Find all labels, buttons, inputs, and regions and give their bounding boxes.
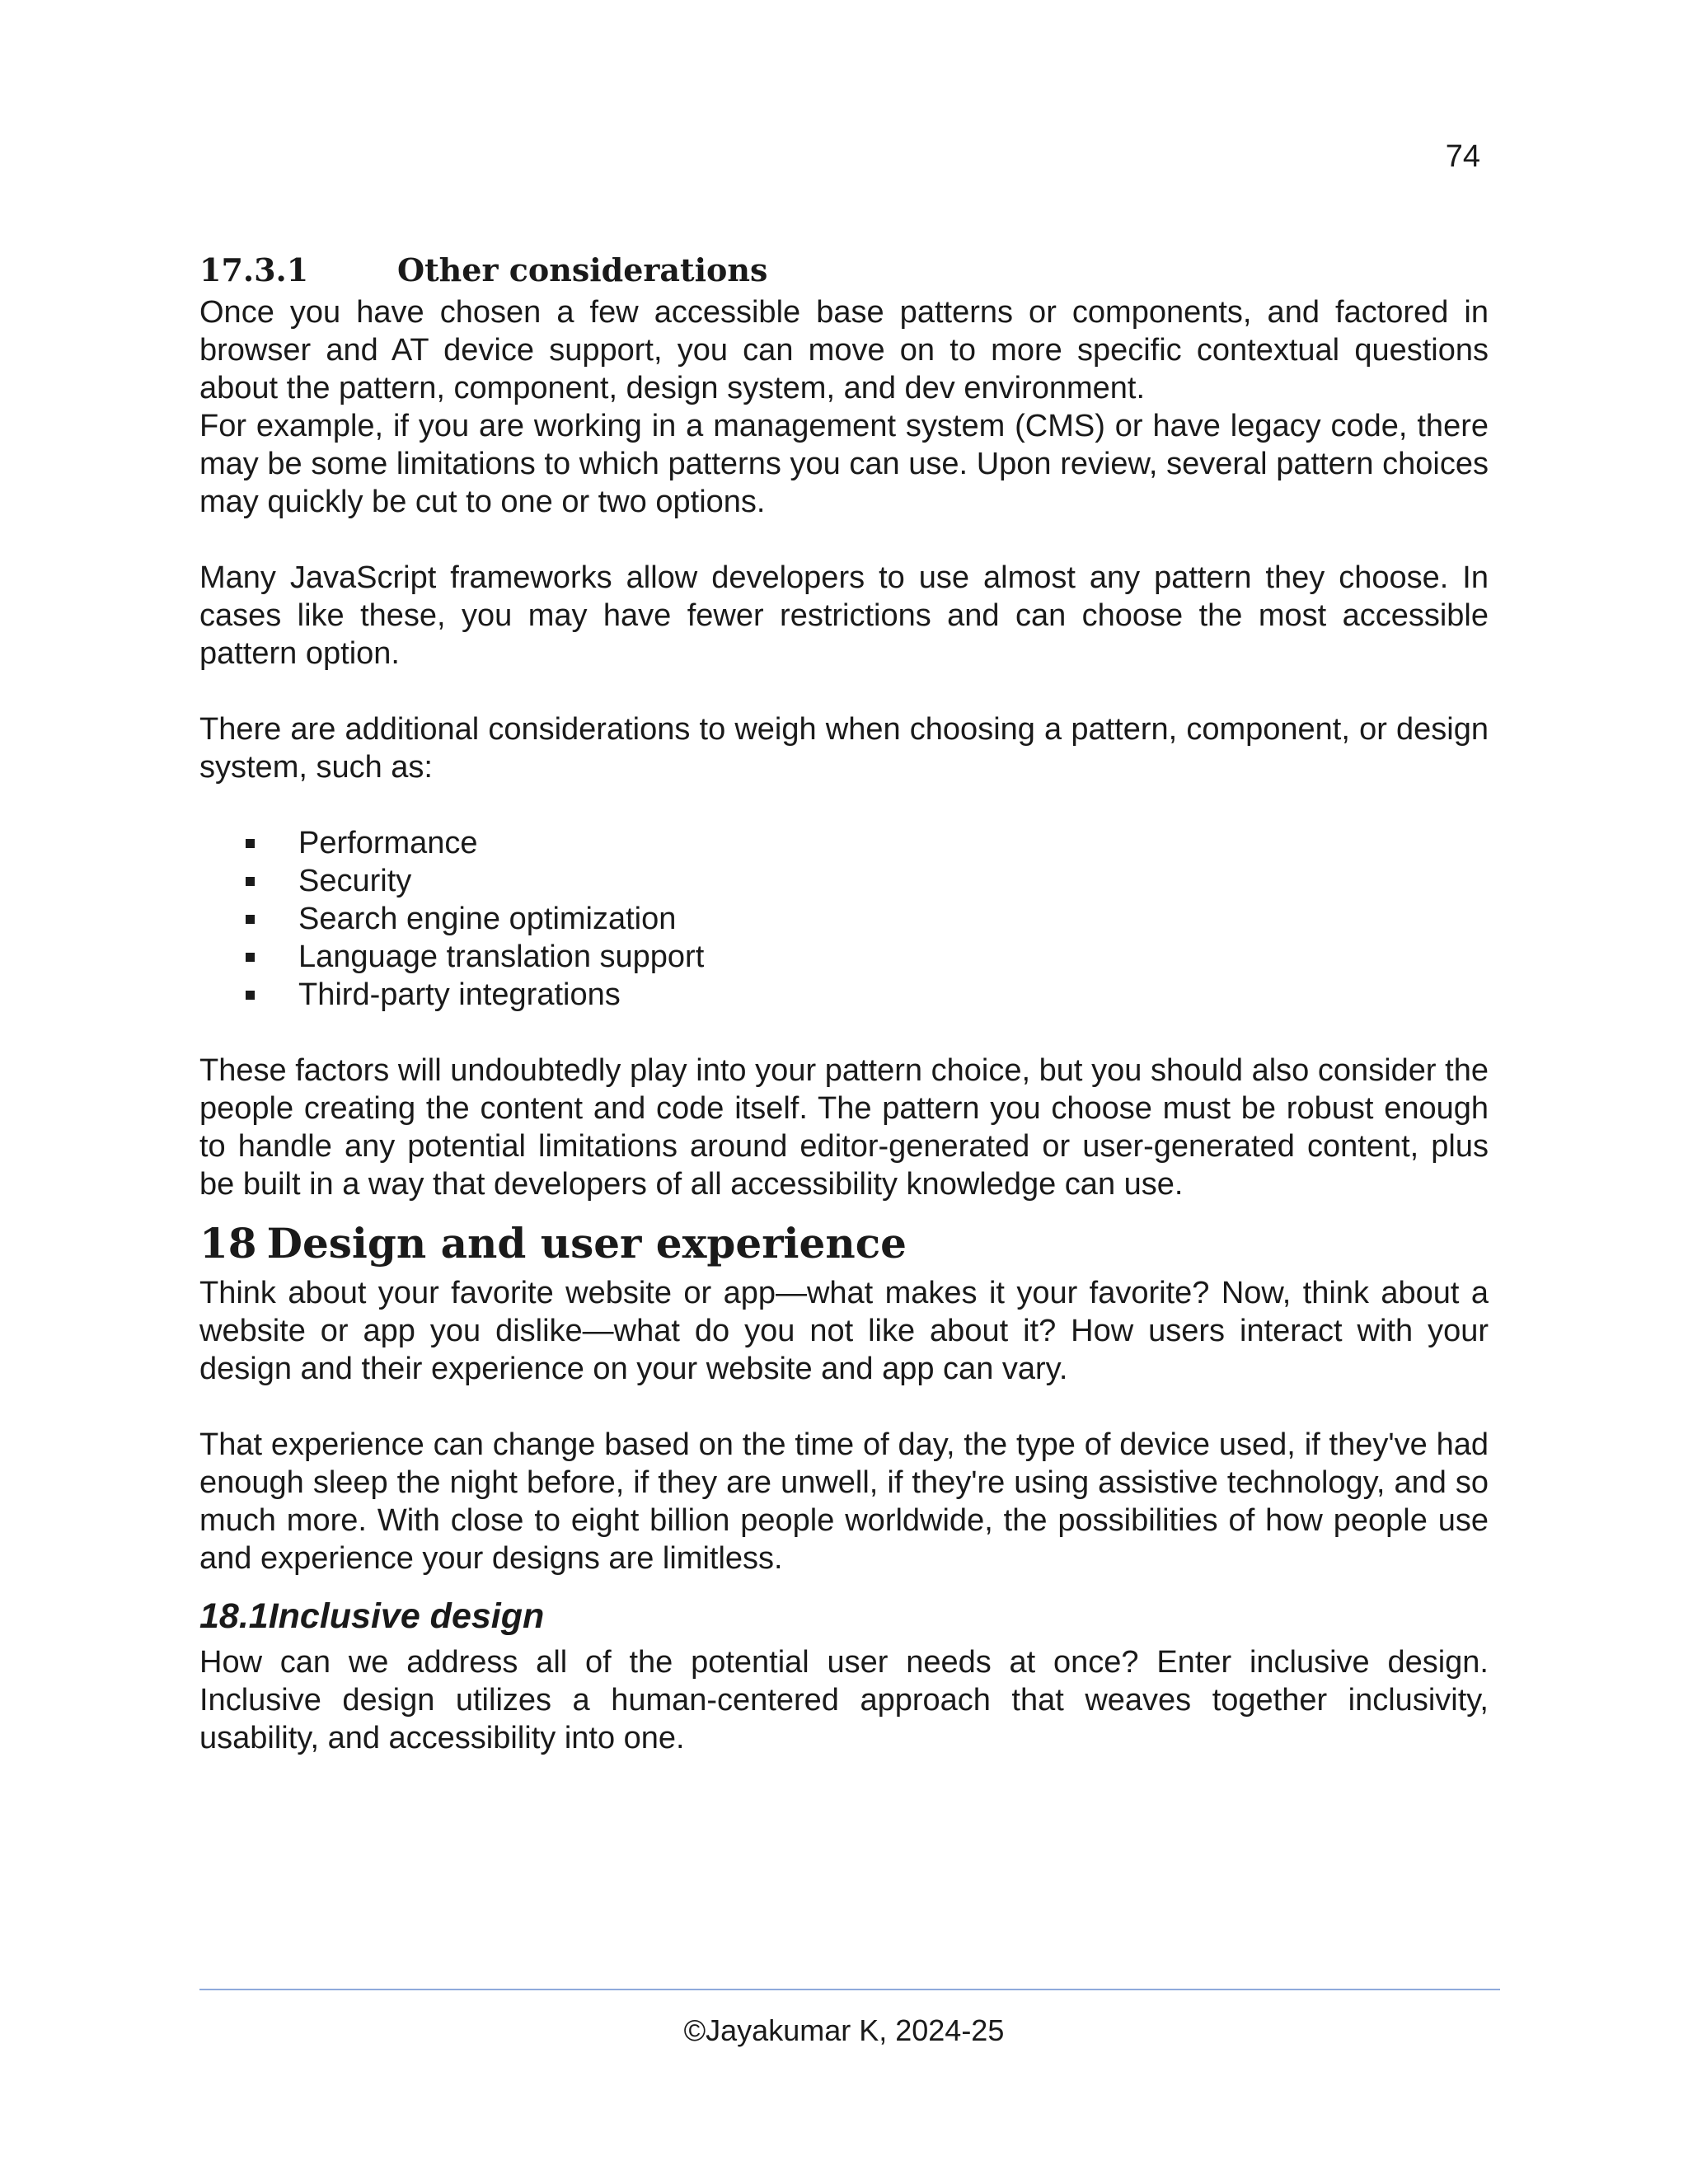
list-item: Search engine optimization [246, 900, 1489, 938]
section-title: Inclusive design [268, 1596, 545, 1636]
paragraph: There are additional considerations to weigh when choosing a pattern, component, or design system, such as: [199, 712, 1489, 785]
page-content [199, 247, 1489, 1757]
section-18-1-heading [199, 1594, 1489, 1638]
list-item: Security [246, 862, 1489, 900]
paragraph: Think about your favorite website or app—what makes it your favorite? Now, think about a website or app you dislike—what do you not like about it? How users interact with your design and their experience on your website and app can vary. [199, 1276, 1489, 1386]
paragraph: How can we address all of the potential user needs at once? Enter inclusive design. Inclusive design utilizes a human-centered approach that weaves together inclusivity, usability, and accessibility into one. [199, 1645, 1489, 1755]
square-bullet-icon [246, 839, 255, 848]
list-item: Third-party integrations [246, 976, 1489, 1014]
section-title: Other considerations [397, 251, 768, 288]
section-17-3-1-heading [199, 247, 1489, 293]
list-item: Language translation support [246, 938, 1489, 976]
square-bullet-icon [246, 877, 255, 886]
paragraph: Once you have chosen a few accessible base patterns or components, and factored in browser and AT device support, you can move on to more specific contextual questions about the pattern, component, design system, and dev environment. [199, 295, 1489, 405]
paragraph: That experience can change based on the time of day, the type of device used, if they've had enough sleep the night before, if they are unwell, if they're using assistive technology, and so much more. With close to eight billion people worldwide, the possibilities of how people use and experience your designs are limitless. [199, 1427, 1489, 1576]
paragraph: For example, if you are working in a management system (CMS) or have legacy code, there may be some limitations to which patterns you can use. Upon review, several pattern choices may quickly be cut to one or two options. [199, 409, 1489, 519]
page-number: 74 [1445, 139, 1480, 174]
considerations-list [199, 824, 1489, 1014]
section-title: Design and user experience [266, 1219, 907, 1268]
square-bullet-icon [246, 915, 255, 924]
footer-divider [199, 1989, 1500, 1990]
section-18-heading [199, 1218, 1489, 1269]
footer-copyright: ©Jayakumar K, 2024-25 [683, 2013, 1005, 2047]
paragraph: Many JavaScript frameworks allow developers to use almost any pattern they choose. In cases like these, you may have fewer restrictions and can choose the most accessible pattern option. [199, 560, 1489, 671]
square-bullet-icon [246, 991, 255, 1000]
section-number: 18 [199, 1219, 257, 1268]
list-item: Performance [246, 824, 1489, 862]
square-bullet-icon [246, 953, 255, 962]
paragraph: These factors will undoubtedly play into your pattern choice, but you should also consider the people creating the content and code itself. The pattern you choose must be robust enough to handle any potential limitations around editor-generated or user-generated content, plus be built in a way that developers of all accessibility knowledge can use. [199, 1053, 1489, 1202]
section-number: 17.3.1 [199, 251, 309, 288]
section-number: 18.1 [199, 1596, 269, 1636]
